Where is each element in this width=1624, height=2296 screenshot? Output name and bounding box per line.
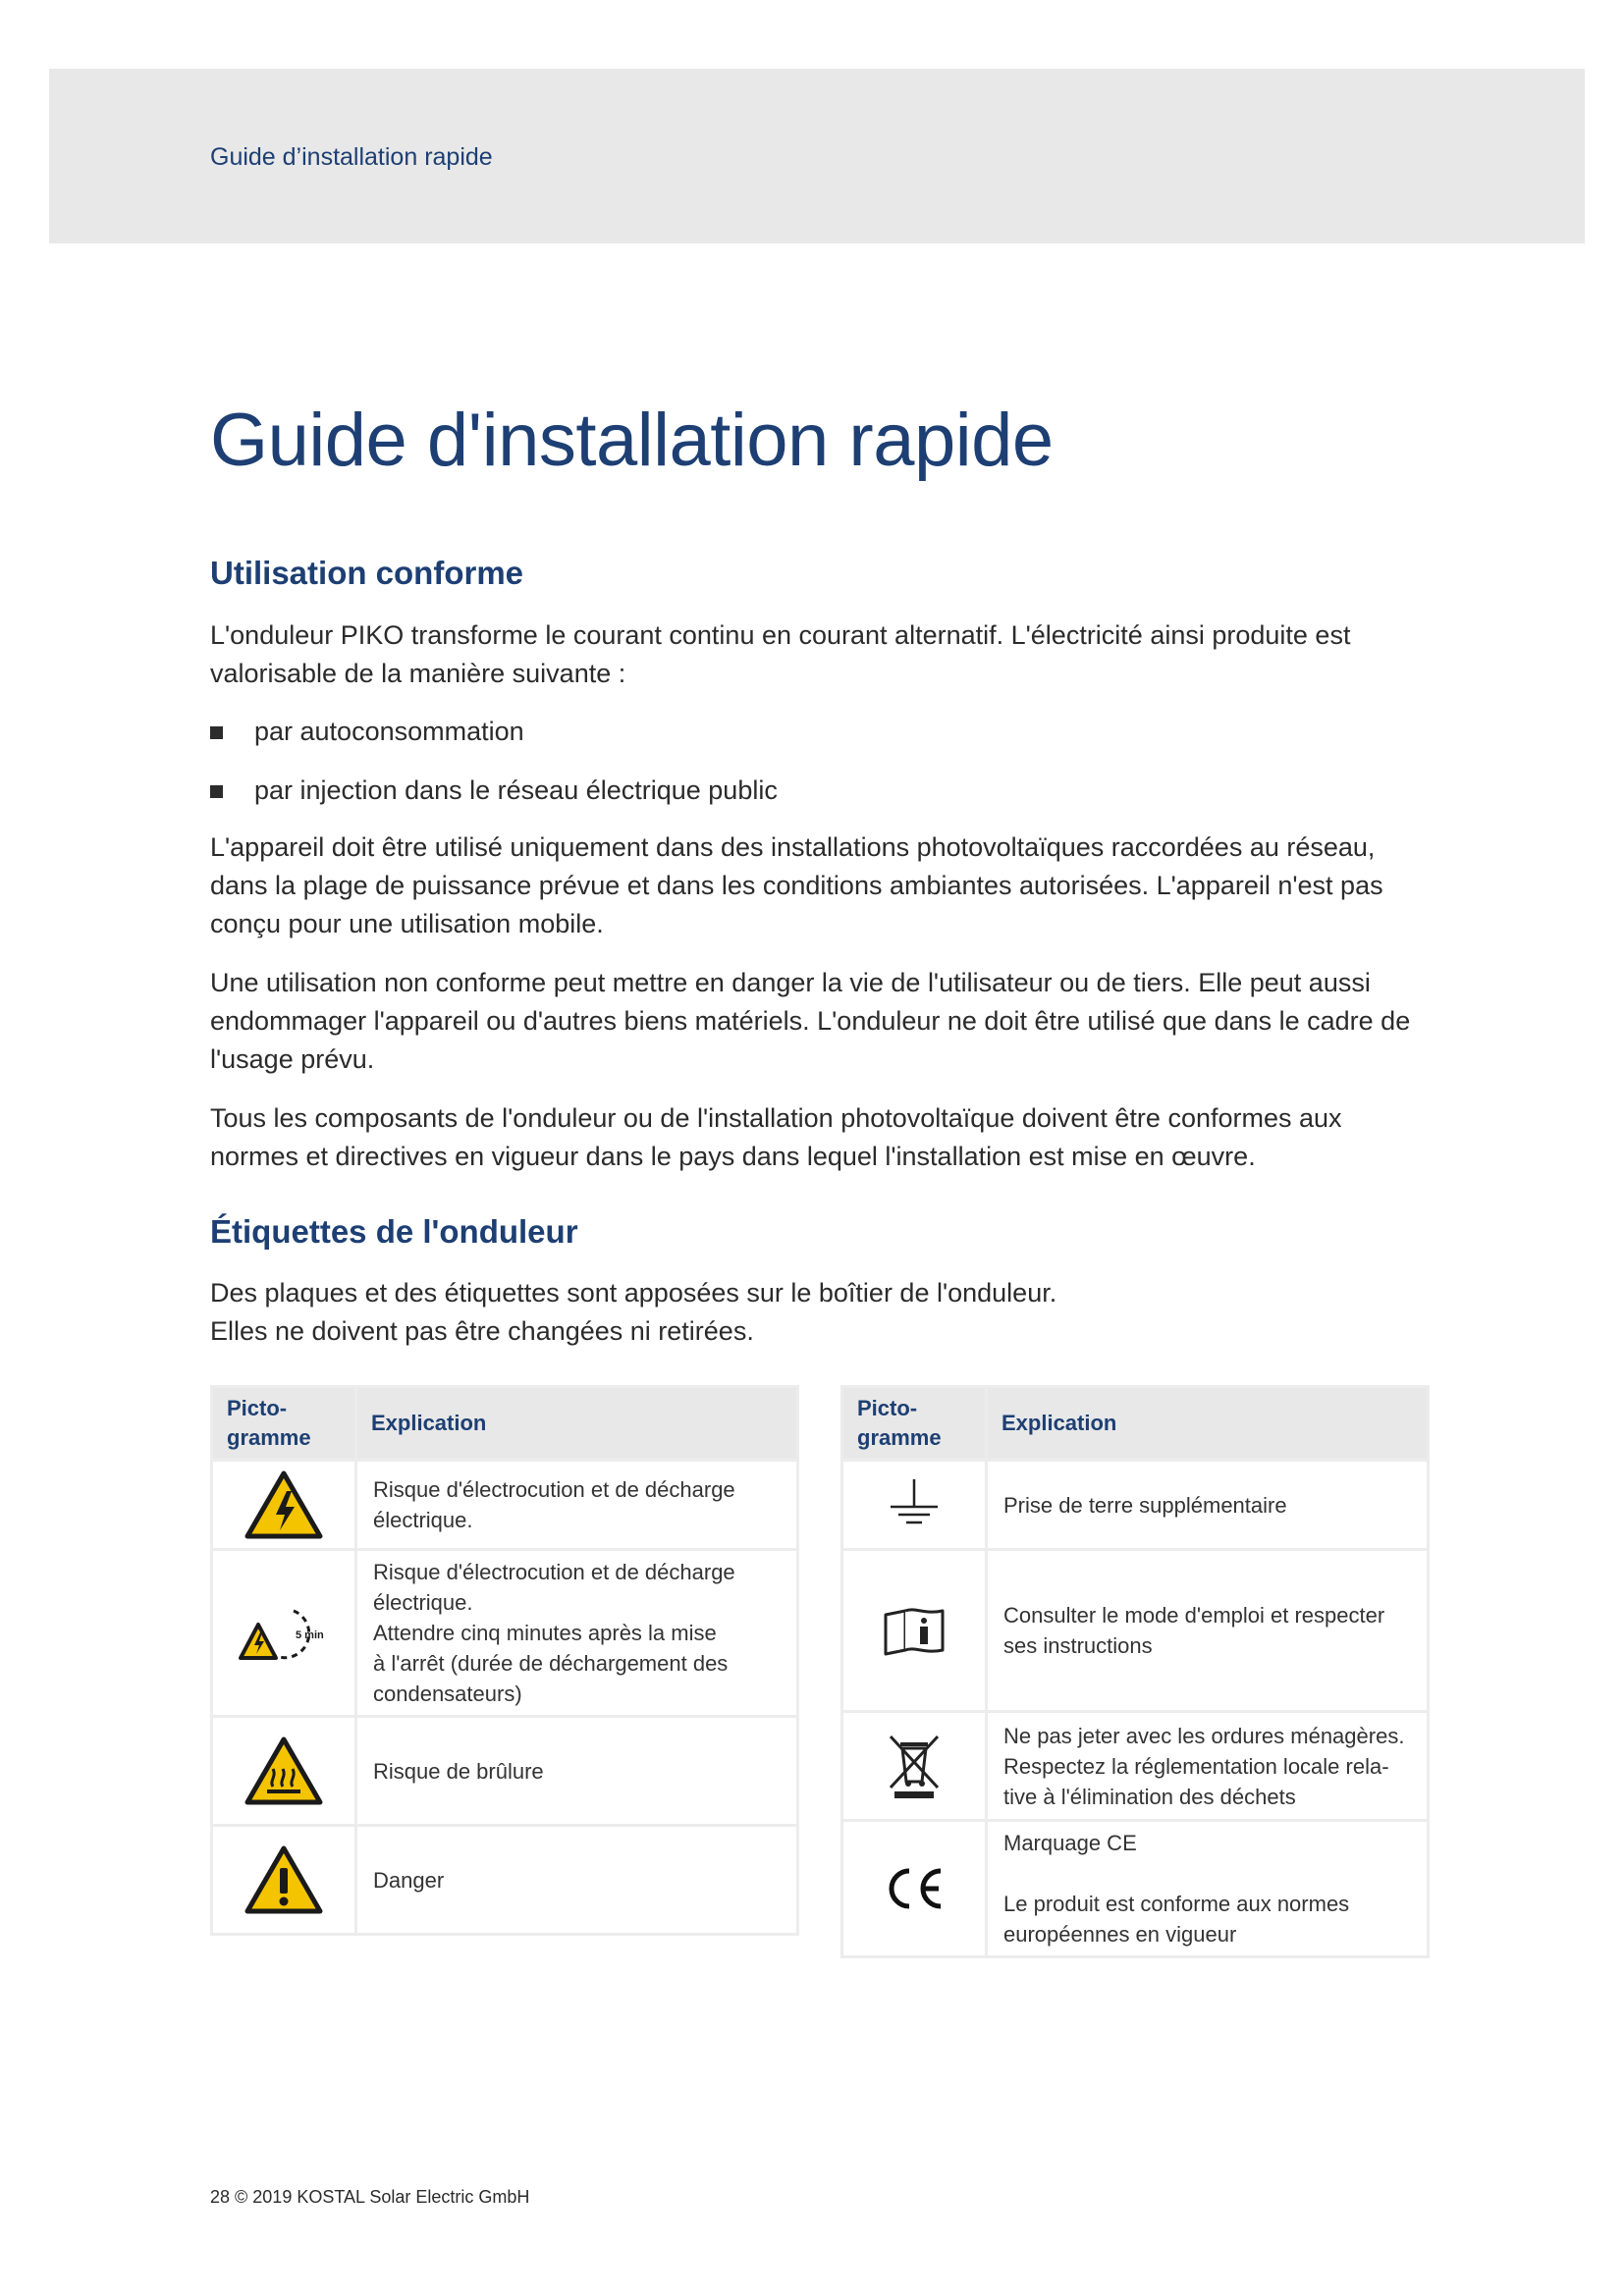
manual-info-icon bbox=[843, 1551, 985, 1710]
hot-surface-icon bbox=[213, 1718, 354, 1824]
paragraph-misuse: Une utilisation non conforme peut mettre en danger la vie de l'utilisateur ou de tiers. Elle peut aussi endommager l'appareil ou d'autres biens matériels. L'onduleur ne doit être utilisé que dans le cadre de l'usage prévu. bbox=[210, 968, 1411, 1074]
pictogram-table-left bbox=[210, 1385, 799, 1936]
pictogram-table-right bbox=[840, 1385, 1430, 1958]
table-row: Consulter le mode d'emploi et respecter ses instructions bbox=[843, 1551, 1427, 1710]
footer-copyright: 28 © 2019 KOSTAL Solar Electric GmbH bbox=[210, 2187, 530, 2207]
table-row: Ne pas jeter avec les ordures ménagères. Respectez la réglementation locale rela- tive à l'élimination des déchets bbox=[843, 1713, 1427, 1819]
table-row: Risque d'électrocution et de décharge électrique. bbox=[213, 1462, 796, 1548]
page-title: Guide d'installation rapide bbox=[210, 399, 1054, 482]
paragraph-labels: Des plaques et des étiquettes sont apposées sur le boîtier de l'onduleur. Elles ne doivent pas être changées ni retirées. bbox=[210, 1278, 1057, 1346]
crossed-bin-icon bbox=[843, 1713, 985, 1819]
table-row: Risque de brûlure bbox=[213, 1718, 796, 1824]
ce-mark-icon bbox=[843, 1822, 985, 1955]
column-header-explication: Explication bbox=[988, 1388, 1427, 1459]
column-header-explication: Explication bbox=[357, 1388, 796, 1459]
bullet-square-icon bbox=[210, 726, 223, 739]
section-heading-labels: Étiquettes de l'onduleur bbox=[210, 1213, 578, 1250]
section-heading-usage: Utilisation conforme bbox=[210, 555, 524, 591]
paragraph-usage-scope: L'appareil doit être utilisé uniquement dans des installations photovoltaïques raccordées au réseau, dans la plage de puissance prévue et dans les conditions ambiantes autorisées. L'appareil n'est pas conçu pour une utilisation mobile. bbox=[210, 832, 1383, 938]
table-row: Marquage CE Le produit est conforme aux normes européennes en vigueur bbox=[843, 1822, 1427, 1955]
earth-ground-icon bbox=[843, 1462, 985, 1548]
svg-text:5 min: 5 min bbox=[296, 1629, 324, 1641]
header-band bbox=[49, 69, 1585, 243]
header-title: Guide d’installation rapide bbox=[210, 143, 493, 171]
column-header-picto: Picto- gramme bbox=[213, 1388, 354, 1459]
table-row: 5 min Risque d'électrocution et de décharge électrique. Attendre cinq minutes après la mise à l'arrêt (durée de déchargement des condensateurs) bbox=[213, 1551, 796, 1715]
paragraph-standards: Tous les composants de l'onduleur ou de l'installation photovoltaïque doivent être conformes aux normes et directives en vigueur dans le pays dans lequel l'installation est mise en œuvre. bbox=[210, 1103, 1342, 1171]
table-row: Prise de terre supplémentaire bbox=[843, 1462, 1427, 1548]
electric-hazard-icon bbox=[213, 1462, 354, 1548]
electric-hazard-5min-icon bbox=[213, 1551, 354, 1715]
bullet-square-icon bbox=[210, 785, 223, 798]
column-header-picto: Picto- gramme bbox=[843, 1388, 985, 1459]
table-row: Danger bbox=[213, 1827, 796, 1933]
general-danger-icon bbox=[213, 1827, 354, 1933]
paragraph-intro: L'onduleur PIKO transforme le courant continu en courant alternatif. L'électricité ainsi produite est valorisable de la manière suivante : bbox=[210, 620, 1351, 688]
